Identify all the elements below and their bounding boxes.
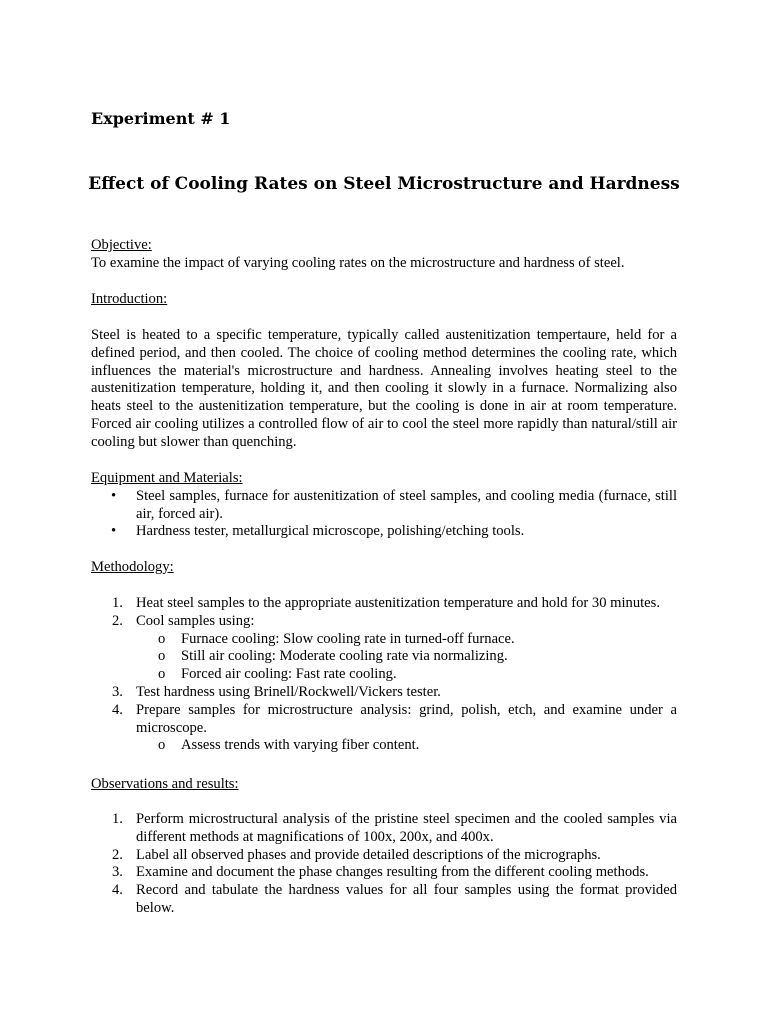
introduction-text: Steel is heated to a specific temperature, typically called austenitization tempertaure, held for a defined period, and then cooled. The choice of cooling method determines the cooling rate, which influences the material's microstructure and hardness. Annealing involves heating steel to the austenitization temperature, holding it, and then cooling it slowly in a furnace. Normalizing also heats steel to the austenitization temperature, but the cooling is done in air at room temperature. Forced air cooling utilizes a controlled flow of air to cool the steel more rapidly than natural/still air cooling but slower than quenching. [91, 327, 677, 450]
cooling-methods-list [91, 631, 677, 684]
item-number: 3. [112, 864, 123, 881]
methodology-list [91, 595, 677, 755]
list-item [91, 613, 677, 631]
step-number: 2. [112, 612, 123, 629]
step-number: 4. [112, 701, 123, 718]
equipment-section [91, 470, 677, 541]
sub-bullet-icon: o [158, 630, 166, 647]
sub-bullet-icon: o [158, 737, 166, 754]
list-item [91, 648, 677, 666]
bullet-icon: • [111, 523, 117, 540]
item-text: Examine and document the phase changes resulting from the different cooling methods. [136, 864, 649, 881]
equipment-heading: Equipment and Materials: [91, 470, 243, 486]
observations-heading: Observations and results: [91, 776, 239, 792]
step-text: Cool samples using: [136, 612, 255, 629]
sub-item-text: Still air cooling: Moderate cooling rate via normalizing. [181, 648, 508, 665]
list-item [91, 631, 677, 649]
list-item [91, 523, 677, 541]
list-item [91, 702, 677, 738]
step-text: Heat steel samples to the appropriate austenitization temperature and hold for 30 minutes. [136, 595, 660, 611]
step-number: 3. [112, 683, 123, 700]
sub-item-text: Forced air cooling: Fast rate cooling. [181, 666, 397, 683]
sub-item-text: Assess trends with varying fiber content. [181, 737, 420, 754]
list-item [91, 811, 677, 847]
methodology-heading-block [91, 559, 677, 577]
analysis-list [91, 737, 677, 755]
observations-section [91, 811, 677, 918]
observations-heading-block [91, 776, 677, 794]
sub-list-container [91, 737, 677, 755]
bullet-icon: • [111, 487, 117, 504]
objective-heading: Objective: [91, 237, 152, 253]
sub-bullet-icon: o [158, 666, 166, 683]
introduction-section [91, 327, 677, 452]
objective-text: To examine the impact of varying cooling rates on the microstructure and hardness of steel. [91, 254, 625, 271]
item-number: 1. [112, 811, 123, 827]
list-item [91, 666, 677, 684]
introduction-heading-block [91, 291, 677, 309]
item-number: 2. [112, 846, 123, 863]
observations-list [91, 811, 677, 918]
introduction-heading: Introduction: [91, 291, 168, 307]
item-text: Label all observed phases and provide detailed descriptions of the micrographs. [136, 846, 601, 863]
step-text: Prepare samples for microstructure analysis: grind, polish, etch, and examine under a microscope. [136, 701, 677, 736]
list-item [91, 595, 677, 613]
item-text: Perform microstructural analysis of the pristine steel specimen and the cooled samples via different methods at magnifications of 100x, 200x, and 400x. [136, 811, 677, 845]
equipment-item-text: Steel samples, furnace for austenitization of steel samples, and cooling media (furnace, still air, forced air). [136, 487, 677, 522]
sub-list-container [91, 631, 677, 684]
list-item [91, 737, 677, 755]
item-text: Record and tabulate the hardness values for all four samples using the format provided below. [136, 882, 677, 916]
methodology-heading: Methodology: [91, 559, 174, 575]
experiment-label: Experiment # 1 [91, 109, 231, 128]
page-title: Effect of Cooling Rates on Steel Microstructure and Hardness [88, 174, 680, 194]
sub-item-text: Furnace cooling: Slow cooling rate in turned-off furnace. [181, 630, 515, 647]
list-item [91, 882, 677, 918]
methodology-section [91, 595, 677, 755]
objective-section [91, 237, 677, 273]
equipment-item-text: Hardness tester, metallurgical microscope, polishing/etching tools. [136, 523, 525, 540]
step-text: Test hardness using Brinell/Rockwell/Vickers tester. [136, 683, 441, 700]
step-number: 1. [112, 595, 123, 611]
list-item [91, 847, 677, 865]
list-item [91, 488, 677, 524]
equipment-list [91, 488, 677, 541]
list-item [91, 864, 677, 882]
sub-bullet-icon: o [158, 648, 166, 665]
item-number: 4. [112, 882, 123, 899]
list-item [91, 684, 677, 702]
